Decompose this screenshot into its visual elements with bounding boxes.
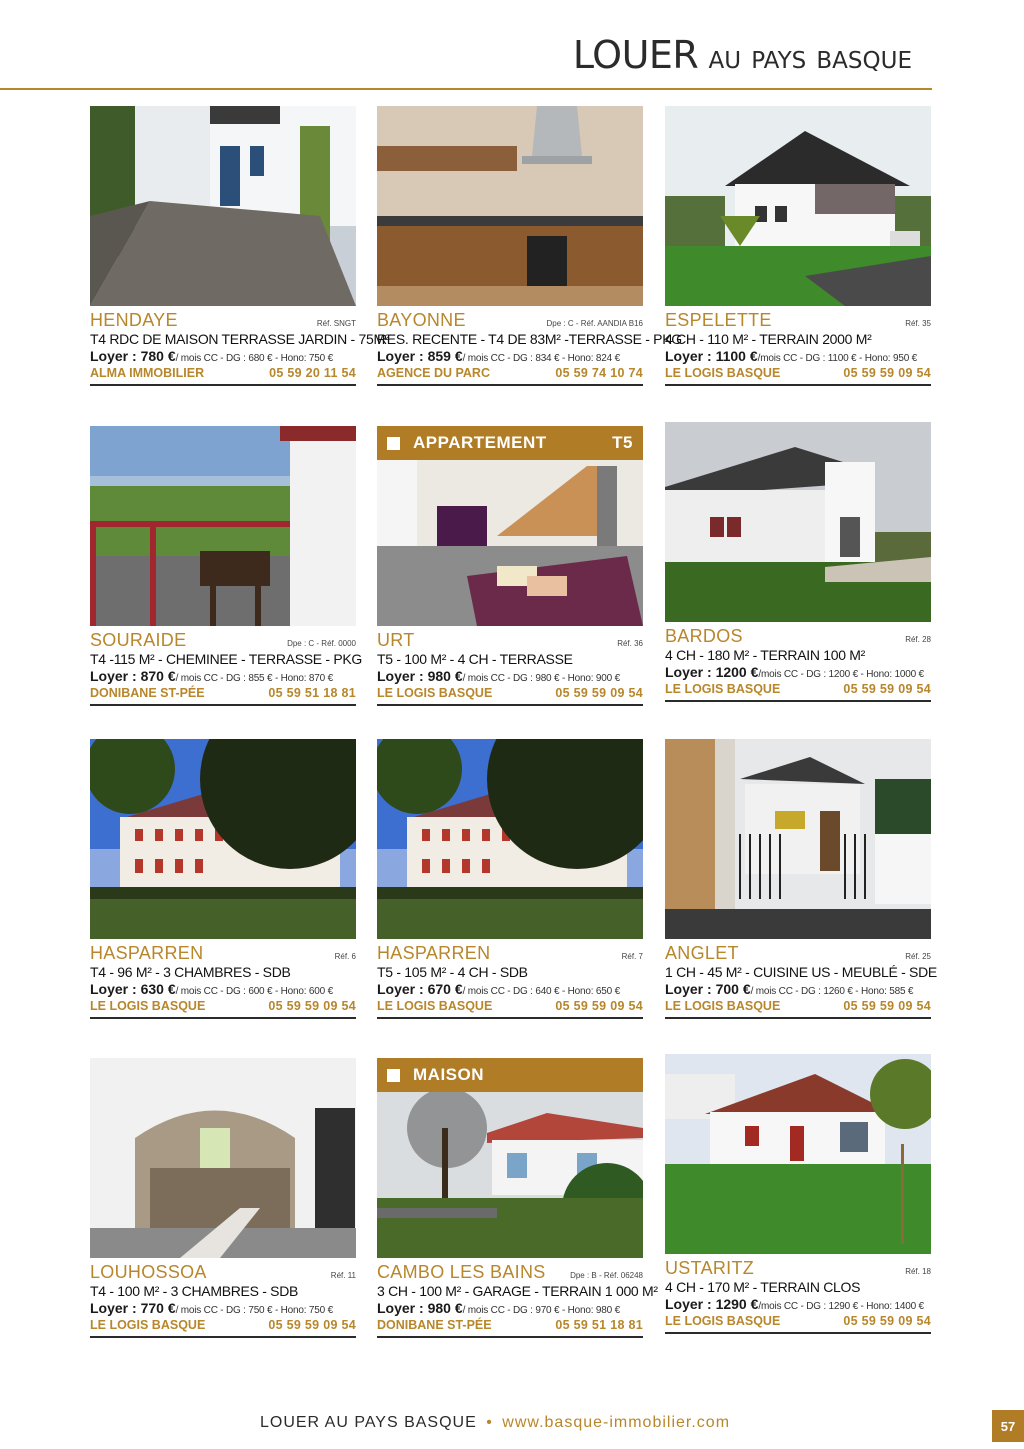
manor-photo-icon [90, 739, 356, 939]
listing-divider [90, 384, 356, 386]
listing-description: T4 - 100 M² - 3 CHAMBRES - SDB [90, 1283, 299, 1299]
listing-description: 4 CH - 110 M² - TERRAIN 2000 M² [665, 331, 872, 347]
listing-divider [90, 704, 356, 706]
listing-city: HENDAYE [90, 310, 178, 330]
gate-house-photo-icon [665, 739, 931, 939]
loyer-label: Loyer : [90, 348, 141, 364]
listing-ref: Réf. SNGT [316, 319, 356, 328]
terrace-photo-icon [90, 426, 356, 626]
agency-phone[interactable]: 05 59 59 09 54 [843, 1314, 931, 1328]
price-value: 1290 [715, 1296, 747, 1312]
listing-photo[interactable] [377, 1058, 643, 1258]
euro-symbol: € [167, 668, 176, 684]
price-value: 870 [140, 668, 164, 684]
price-fees: /mois CC - DG : 1200 € - Hono: 1000 € [758, 669, 924, 680]
listing-card[interactable] [665, 739, 937, 1019]
listing-price [90, 348, 356, 364]
listing-photo[interactable] [90, 1058, 356, 1258]
listing-card[interactable] [665, 106, 931, 386]
listing-price [90, 668, 356, 684]
listing-info [90, 1258, 356, 1338]
white-house-photo-icon [665, 422, 931, 622]
listing-info [377, 626, 643, 706]
price-value: 1100 [715, 348, 746, 364]
agency-phone[interactable]: 05 59 74 10 74 [555, 366, 643, 380]
price-value: 630 [140, 981, 164, 997]
listing-card[interactable] [665, 1054, 931, 1334]
listing-divider [665, 700, 931, 702]
listing-city: HASPARREN [377, 943, 491, 963]
agency-name[interactable]: LE LOGIS BASQUE [90, 1318, 206, 1332]
listing-card[interactable] [377, 1058, 658, 1338]
listing-price [665, 664, 931, 680]
loyer-label: Loyer : [377, 1300, 428, 1316]
listing-price [665, 981, 931, 997]
price-value: 780 [140, 348, 164, 364]
listing-city: URT [377, 630, 415, 650]
listing-ref: Réf. 18 [905, 1267, 931, 1276]
listing-description: 4 CH - 170 M² - TERRAIN CLOS [665, 1279, 861, 1295]
listing-card[interactable] [377, 739, 643, 1019]
listing-divider [377, 384, 643, 386]
listing-ref: Réf. 25 [905, 952, 931, 961]
price-fees: /mois CC - DG : 1100 € - Hono: 950 € [757, 353, 917, 364]
listing-price [377, 348, 643, 364]
euro-symbol: € [454, 348, 463, 364]
agency-name[interactable]: LE LOGIS BASQUE [665, 999, 781, 1013]
listing-photo[interactable] [377, 106, 643, 306]
page-title [572, 33, 912, 77]
agency-phone[interactable]: 05 59 59 09 54 [268, 999, 356, 1013]
euro-symbol: € [167, 348, 176, 364]
agency-phone[interactable]: 05 59 59 09 54 [843, 999, 931, 1013]
listing-ref: Dpe : C - Réf. AANDIA B16 [546, 319, 643, 328]
listing-ref: Dpe : C - Réf. 0000 [287, 639, 356, 648]
listing-ref: Réf. 28 [905, 635, 931, 644]
listing-ref: Dpe : B - Réf. 06248 [570, 1271, 643, 1280]
listing-divider [377, 704, 643, 706]
price-fees: / mois CC - DG : 680 € - Hono: 750 € [175, 353, 333, 364]
footer-url[interactable]: www.basque-immobilier.com [502, 1414, 731, 1431]
listing-card[interactable] [665, 422, 931, 702]
listing-info [377, 1258, 658, 1338]
listing-divider [377, 1336, 643, 1338]
agency-phone[interactable]: 05 59 51 18 81 [555, 1318, 643, 1332]
listing-card[interactable] [90, 1058, 356, 1338]
price-value: 1200 [715, 664, 747, 680]
price-fees: / mois CC - DG : 750 € - Hono: 750 € [175, 1305, 333, 1316]
listing-ref: Réf. 11 [330, 1271, 356, 1280]
lawn-house-photo-icon [665, 1054, 931, 1254]
agency-name[interactable]: LE LOGIS BASQUE [665, 366, 781, 380]
price-value: 980 [427, 668, 451, 684]
listing-price [90, 981, 356, 997]
loyer-label: Loyer : [377, 981, 428, 997]
listing-card[interactable] [377, 426, 643, 706]
title-word-louer: LOUER [572, 33, 699, 77]
agency-phone[interactable]: 05 59 59 09 54 [843, 682, 931, 696]
listing-description: 1 CH - 45 M² - CUISINE US - MEUBLÉ - SDE [665, 964, 937, 980]
listing-description: 3 CH - 100 M² - GARAGE - TERRAIN 1 000 M² [377, 1283, 658, 1299]
agency-name[interactable]: LE LOGIS BASQUE [377, 686, 493, 700]
page-number: 57 [992, 1410, 1024, 1442]
listing-photo[interactable] [665, 106, 931, 306]
property-type-badge [377, 426, 643, 460]
listing-description: T4 -115 M² - CHEMINEE - TERRASSE - PKG [90, 651, 363, 667]
price-fees: / mois CC - DG : 600 € - Hono: 600 € [175, 986, 333, 997]
loyer-label: Loyer : [665, 981, 716, 997]
listing-info [665, 622, 931, 702]
price-value: 770 [140, 1300, 164, 1316]
price-value: 700 [715, 981, 739, 997]
listing-info [377, 939, 643, 1019]
agency-phone[interactable]: 05 59 20 11 54 [269, 366, 356, 380]
listing-divider [665, 1332, 931, 1334]
agency-phone[interactable]: 05 59 59 09 54 [555, 686, 643, 700]
listing-ref: Réf. 35 [905, 319, 931, 328]
loyer-label: Loyer : [665, 1296, 716, 1312]
property-type-badge [377, 1058, 643, 1092]
loyer-label: Loyer : [90, 1300, 141, 1316]
listing-info [665, 306, 931, 386]
agency-phone[interactable]: 05 59 51 18 81 [268, 686, 356, 700]
listing-city: ESPELETTE [665, 310, 772, 330]
euro-symbol: € [167, 1300, 176, 1316]
listing-price [377, 1300, 643, 1316]
price-fees: / mois CC - DG : 855 € - Hono: 870 € [175, 673, 333, 684]
agency-name[interactable]: LE LOGIS BASQUE [90, 999, 206, 1013]
listing-info [665, 1254, 931, 1334]
listing-divider [665, 384, 931, 386]
listing-city: ANGLET [665, 943, 739, 963]
footer-separator: • [486, 1414, 493, 1431]
loyer-label: Loyer : [665, 348, 716, 364]
listing-ref: Réf. 7 [621, 952, 643, 961]
price-fees: / mois CC - DG : 834 € - Hono: 824 € [462, 353, 620, 364]
agency-name[interactable]: AGENCE DU PARC [377, 366, 490, 380]
listing-photo[interactable] [90, 106, 356, 306]
title-word-pays: PAYS [751, 48, 807, 74]
listing-info [90, 939, 356, 1019]
listing-divider [377, 1017, 643, 1019]
footer [0, 1414, 990, 1432]
title-word-basque: BASQUE [816, 48, 912, 74]
listing-photo[interactable] [377, 739, 643, 939]
euro-symbol: € [749, 348, 758, 364]
listing-photo[interactable] [665, 739, 931, 939]
listing-city: BAYONNE [377, 310, 466, 330]
euro-symbol: € [454, 668, 463, 684]
listing-city: HASPARREN [90, 943, 204, 963]
badge-label: APPARTEMENT [413, 433, 547, 452]
listing-info [90, 306, 390, 386]
euro-symbol: € [742, 981, 751, 997]
listing-price [90, 1300, 356, 1316]
street-house-photo-icon [90, 106, 356, 306]
listing-photo[interactable] [90, 739, 356, 939]
manor-photo-icon [377, 739, 643, 939]
listing-description: 4 CH - 180 M² - TERRAIN 100 M² [665, 647, 866, 663]
price-fees: /mois CC - DG : 1290 € - Hono: 1400 € [758, 1301, 924, 1312]
price-value: 670 [427, 981, 451, 997]
agency-name[interactable]: DONIBANE ST-PÉE [90, 686, 205, 700]
euro-symbol: € [454, 1300, 463, 1316]
listing-card[interactable] [90, 106, 390, 386]
price-fees: / mois CC - DG : 640 € - Hono: 650 € [462, 986, 620, 997]
listing-price [665, 1296, 931, 1312]
loyer-label: Loyer : [377, 348, 428, 364]
listing-divider [665, 1017, 931, 1019]
listing-photo[interactable] [665, 1054, 931, 1254]
listing-price [377, 668, 643, 684]
listing-card[interactable] [377, 106, 682, 386]
listing-description: T5 - 100 M² - 4 CH - TERRASSE [377, 651, 573, 667]
price-fees: / mois CC - DG : 1260 € - Hono: 585 € [750, 986, 914, 997]
agency-phone[interactable]: 05 59 59 09 54 [555, 999, 643, 1013]
agency-phone[interactable]: 05 59 59 09 54 [843, 366, 931, 380]
listing-info [377, 306, 682, 386]
square-icon [387, 437, 400, 450]
badge-type: T5 [612, 433, 633, 452]
euro-symbol: € [167, 981, 176, 997]
listing-city: LOUHOSSOA [90, 1262, 207, 1282]
agency-name[interactable]: LE LOGIS BASQUE [665, 1314, 781, 1328]
listing-info [665, 939, 937, 1019]
listing-card[interactable] [90, 739, 356, 1019]
badge-label: MAISON [413, 1065, 484, 1084]
price-value: 859 [427, 348, 451, 364]
euro-symbol: € [454, 981, 463, 997]
listing-ref: Réf. 6 [334, 952, 356, 961]
agency-name[interactable]: LE LOGIS BASQUE [377, 999, 493, 1013]
agency-name[interactable]: DONIBANE ST-PÉE [377, 1318, 492, 1332]
loyer-label: Loyer : [90, 668, 141, 684]
listing-description: T4 - 96 M² - 3 CHAMBRES - SDB [90, 964, 291, 980]
loyer-label: Loyer : [90, 981, 141, 997]
listing-info [90, 626, 363, 706]
listing-description: T4 RDC DE MAISON TERRASSE JARDIN - 75M² [90, 331, 390, 347]
euro-symbol: € [750, 1296, 759, 1312]
kitchen-photo-icon [377, 106, 643, 306]
listing-ref: Réf. 36 [617, 639, 643, 648]
basque-house-photo-icon [665, 106, 931, 306]
price-fees: / mois CC - DG : 980 € - Hono: 900 € [462, 673, 620, 684]
listing-city: BARDOS [665, 626, 743, 646]
square-icon [387, 1069, 400, 1082]
listing-price [665, 348, 931, 364]
listing-description: T5 - 105 M² - 4 CH - SDB [377, 964, 528, 980]
price-fees: / mois CC - DG : 970 € - Hono: 980 € [462, 1305, 620, 1316]
euro-symbol: € [750, 664, 759, 680]
agency-name[interactable]: LE LOGIS BASQUE [665, 682, 781, 696]
agency-name[interactable]: ALMA IMMOBILIER [90, 366, 205, 380]
agency-phone[interactable]: 05 59 59 09 54 [268, 1318, 356, 1332]
header-divider [0, 88, 932, 90]
listing-photo[interactable] [377, 426, 643, 626]
listing-description: RES. RECENTE - T4 DE 83M² -TERRASSE - PKG [377, 331, 682, 347]
arch-room-photo-icon [90, 1058, 356, 1258]
footer-brand: LOUER AU PAYS BASQUE [259, 1414, 477, 1431]
listing-photo[interactable] [90, 426, 356, 626]
price-value: 980 [427, 1300, 451, 1316]
title-word-au: AU [708, 48, 742, 74]
listing-divider [90, 1336, 356, 1338]
listing-divider [90, 1017, 356, 1019]
loyer-label: Loyer : [377, 668, 428, 684]
listing-city: CAMBO LES BAINS [377, 1262, 546, 1282]
listing-city: USTARITZ [665, 1258, 755, 1278]
listing-card[interactable] [90, 426, 363, 706]
listing-photo[interactable] [665, 422, 931, 622]
listing-price [377, 981, 643, 997]
listing-city: SOURAIDE [90, 630, 187, 650]
loyer-label: Loyer : [665, 664, 716, 680]
